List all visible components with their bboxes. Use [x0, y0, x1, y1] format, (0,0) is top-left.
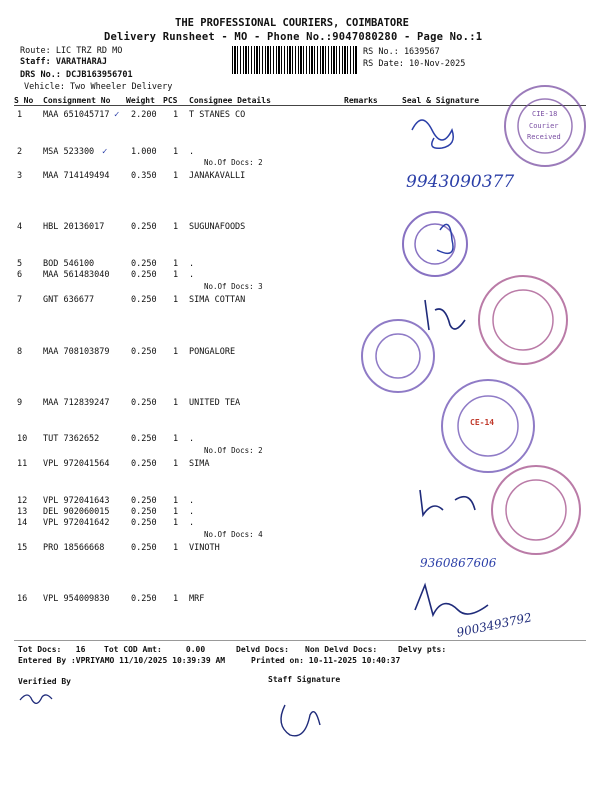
col-pcs: PCS	[163, 96, 178, 105]
total-cod: Tot COD Amt: 0.00	[104, 645, 206, 654]
col-weight: Weight	[126, 96, 155, 105]
table-row	[0, 295, 600, 307]
row-pcs: 1	[173, 543, 179, 553]
row-consignee: .	[189, 518, 195, 528]
row-consignee: .	[189, 259, 195, 269]
row-consignment: MAA 651045717	[43, 110, 110, 120]
row-sno: 4	[17, 222, 23, 232]
row-sno: 2	[17, 147, 23, 157]
row-weight: 0.250	[131, 398, 157, 408]
delivered-docs: Delvd Docs:	[236, 645, 289, 654]
runsheet-title: Delivery Runsheet - MO - Phone No.:9047080280 - Page No.:1	[104, 31, 483, 43]
row-consignment: MAA 708103879	[43, 347, 110, 357]
row-consignee: UNITED TEA	[189, 398, 241, 408]
row-sno: 16	[17, 594, 28, 604]
table-row	[0, 147, 600, 159]
row-consignment: VPL 972041564	[43, 459, 110, 469]
row-consignee: .	[189, 270, 195, 280]
row-consignment: HBL 20136017	[43, 222, 105, 232]
col-seal: Seal & Signature	[402, 96, 480, 105]
row-consignee: .	[189, 434, 195, 444]
company-title: THE PROFESSIONAL COURIERS, COIMBATORE	[175, 17, 409, 29]
row-sno: 13	[17, 507, 28, 517]
col-sno: S No	[14, 96, 34, 105]
row-consignment: MAA 712839247	[43, 398, 110, 408]
row-sno: 8	[17, 347, 23, 357]
row-consignment: MAA 714149494	[43, 171, 110, 181]
row-consignment: VPL 972041643	[43, 496, 110, 506]
row-pcs: 1	[173, 518, 179, 528]
row-consignee: .	[189, 507, 195, 517]
stamp-text: Received	[527, 133, 561, 141]
row-weight: 0.250	[131, 507, 157, 517]
row-sno: 6	[17, 270, 23, 280]
table-row	[0, 518, 600, 530]
table-row	[0, 270, 600, 282]
row-weight: 0.250	[131, 222, 157, 232]
date-stamp-text: CE-14	[470, 418, 495, 427]
row-consignment: MAA 561483040	[43, 270, 110, 280]
row-consignee: SIMA	[189, 459, 210, 469]
row-weight: 0.250	[131, 594, 157, 604]
row-pcs: 1	[173, 171, 179, 181]
row-consignee: MRF	[189, 594, 205, 604]
row-weight: 0.250	[131, 459, 157, 469]
row-sno: 14	[17, 518, 28, 528]
row-consignee: JANAKAVALLI	[189, 171, 246, 181]
handwritten-phone: 9360867606	[420, 556, 497, 570]
row-pcs: 1	[173, 496, 179, 506]
row-sno: 11	[17, 459, 28, 469]
table-row	[0, 459, 600, 471]
row-sno: 15	[17, 543, 28, 553]
row-pcs: 1	[173, 222, 179, 232]
tick-mark-icon: ✓	[102, 147, 108, 157]
row-weight: 2.200	[131, 110, 157, 120]
row-weight: 0.250	[131, 259, 157, 269]
footer-rule	[14, 640, 586, 641]
table-row	[0, 398, 600, 410]
row-weight: 0.250	[131, 347, 157, 357]
row-pcs: 1	[173, 110, 179, 120]
row-sno: 3	[17, 171, 23, 181]
col-remarks: Remarks	[344, 96, 378, 105]
handwritten-phone: 9003493792	[455, 610, 533, 640]
row-pcs: 1	[173, 259, 179, 269]
row-pcs: 1	[173, 507, 179, 517]
group-doc-count: No.Of Docs: 2	[204, 158, 263, 167]
row-weight: 0.250	[131, 295, 157, 305]
verified-by-label: Verified By	[18, 677, 71, 686]
row-weight: 0.250	[131, 434, 157, 444]
col-consignment: Consignment No	[43, 96, 111, 105]
row-consignee: .	[189, 496, 195, 506]
row-consignee: .	[189, 147, 195, 157]
row-consignee: VINOTH	[189, 543, 220, 553]
entered-by: Entered By :VPRIYAMO 11/10/2025 10:39:39 AM	[18, 656, 226, 665]
row-sno: 7	[17, 295, 23, 305]
table-row	[0, 222, 600, 234]
row-consignee: SIMA COTTAN	[189, 295, 246, 305]
row-consignment: MSA 523300	[43, 147, 95, 157]
non-delivered-docs: Non Delvd Docs:	[305, 645, 378, 654]
vehicle: Vehicle: Two Wheeler Delivery	[24, 82, 173, 92]
total-docs: Tot Docs: 16	[18, 645, 86, 654]
row-weight: 0.250	[131, 543, 157, 553]
route: Route: LIC TRZ RD MO	[20, 46, 123, 56]
row-weight: 1.000	[131, 147, 157, 157]
row-sno: 9	[17, 398, 23, 408]
table-row	[0, 110, 600, 122]
row-sno: 12	[17, 496, 28, 506]
stamp-text: CIE-18	[532, 110, 558, 118]
row-consignee: PONGALORE	[189, 347, 236, 357]
group-doc-count: No.Of Docs: 2	[204, 446, 263, 455]
row-consignment: BOD 546100	[43, 259, 95, 269]
table-row	[0, 434, 600, 446]
barcode	[232, 46, 358, 74]
row-consignment: VPL 954009830	[43, 594, 110, 604]
delivery-points: Delvy pts:	[398, 645, 447, 654]
row-pcs: 1	[173, 594, 179, 604]
drs-number: DRS No.: DCJB163956701	[20, 70, 133, 80]
row-weight: 0.250	[131, 496, 157, 506]
row-pcs: 1	[173, 270, 179, 280]
col-consignee: Consignee Details	[189, 96, 271, 105]
row-weight: 0.250	[131, 270, 157, 280]
row-sno: 5	[17, 259, 23, 269]
row-pcs: 1	[173, 459, 179, 469]
header-rule	[14, 105, 586, 106]
row-pcs: 1	[173, 295, 179, 305]
row-consignment: TUT 7362652	[43, 434, 100, 444]
stamp-text: Courier	[529, 122, 559, 130]
row-weight: 0.250	[131, 518, 157, 528]
row-consignment: VPL 972041642	[43, 518, 110, 528]
printed-on: Printed on: 10-11-2025 10:40:37	[251, 656, 401, 665]
row-sno: 1	[17, 110, 23, 120]
rs-date: RS Date: 10-Nov-2025	[363, 59, 466, 69]
staff-name: Staff: VARATHARAJ	[20, 57, 107, 67]
row-sno: 10	[17, 434, 28, 444]
row-consignee: SUGUNAFOODS	[189, 222, 246, 232]
row-consignment: DEL 902060015	[43, 507, 110, 517]
row-consignment: GNT 636677	[43, 295, 95, 305]
table-row	[0, 543, 600, 555]
rs-number: RS No.: 1639567	[363, 47, 440, 57]
staff-signature-label: Staff Signature	[268, 675, 341, 684]
row-pcs: 1	[173, 347, 179, 357]
row-consignment: PRO 18566668	[43, 543, 105, 553]
tick-mark-icon: ✓	[114, 110, 120, 120]
row-pcs: 1	[173, 147, 179, 157]
handwritten-phone: 9943090377	[406, 172, 515, 192]
group-doc-count: No.Of Docs: 3	[204, 282, 263, 291]
row-weight: 0.350	[131, 171, 157, 181]
row-pcs: 1	[173, 398, 179, 408]
row-consignee: T STANES CO	[189, 110, 246, 120]
table-row	[0, 594, 600, 606]
group-doc-count: No.Of Docs: 4	[204, 530, 263, 539]
table-row	[0, 347, 600, 359]
row-pcs: 1	[173, 434, 179, 444]
